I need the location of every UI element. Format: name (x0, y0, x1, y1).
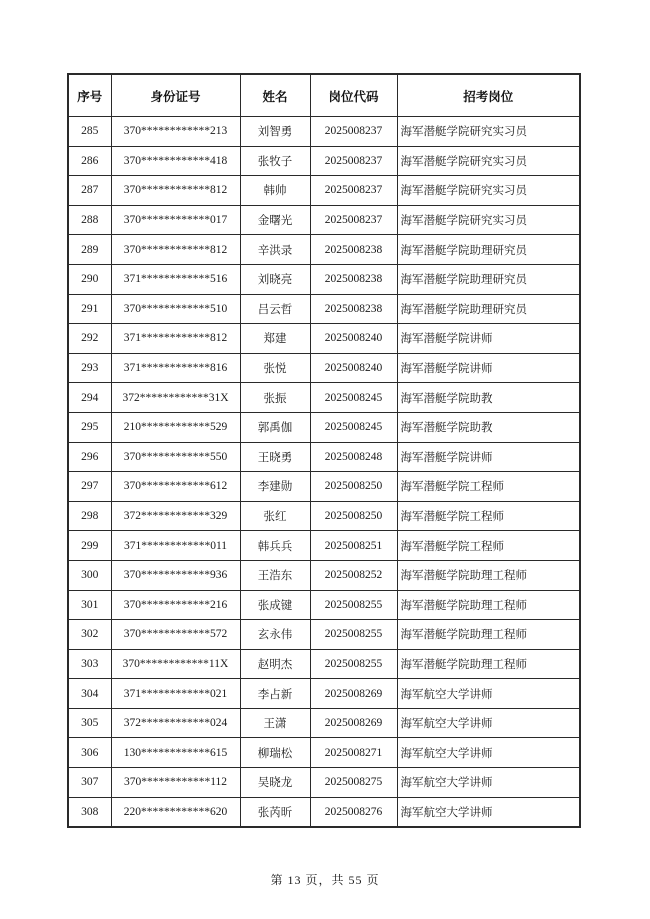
cell-name: 张芮昕 (240, 797, 310, 827)
table-row (68, 501, 580, 531)
cell-id-number: 370************213 (111, 117, 240, 147)
cell-name: 刘智勇 (240, 117, 310, 147)
cell-id-number: 370************418 (111, 146, 240, 176)
header-position-title: 招考岗位 (397, 74, 580, 117)
cell-name: 辛洪录 (240, 235, 310, 265)
cell-id-number: 370************216 (111, 590, 240, 620)
cell-position-code: 2025008275 (310, 768, 397, 798)
cell-id-number: 210************529 (111, 412, 240, 442)
cell-id-number: 371************011 (111, 531, 240, 561)
cell-name: 张牧子 (240, 146, 310, 176)
cell-position-title: 海军潜艇学院助理研究员 (397, 264, 580, 294)
cell-index: 285 (68, 117, 111, 147)
cell-index: 300 (68, 560, 111, 590)
table-row (68, 412, 580, 442)
table-row (68, 768, 580, 798)
cell-index: 298 (68, 501, 111, 531)
header-id-number: 身份证号 (111, 74, 240, 117)
table-row (68, 531, 580, 561)
cell-position-title: 海军航空大学讲师 (397, 738, 580, 768)
cell-name: 张悦 (240, 353, 310, 383)
cell-name: 王潇 (240, 708, 310, 738)
table-body (68, 117, 580, 828)
cell-position-code: 2025008238 (310, 294, 397, 324)
cell-position-title: 海军潜艇学院助教 (397, 412, 580, 442)
cell-position-code: 2025008252 (310, 560, 397, 590)
cell-position-code: 2025008238 (310, 264, 397, 294)
cell-name: 王晓勇 (240, 442, 310, 472)
cell-position-code: 2025008240 (310, 324, 397, 354)
cell-position-title: 海军航空大学讲师 (397, 679, 580, 709)
table-row (68, 324, 580, 354)
table-row (68, 294, 580, 324)
cell-position-title: 海军潜艇学院讲师 (397, 353, 580, 383)
table-row (68, 472, 580, 502)
table-row (68, 383, 580, 413)
cell-name: 张成键 (240, 590, 310, 620)
cell-id-number: 371************021 (111, 679, 240, 709)
cell-position-title: 海军潜艇学院研究实习员 (397, 117, 580, 147)
cell-index: 297 (68, 472, 111, 502)
cell-position-title: 海军潜艇学院工程师 (397, 531, 580, 561)
cell-position-title: 海军潜艇学院助理研究员 (397, 235, 580, 265)
cell-id-number: 372************024 (111, 708, 240, 738)
table-row (68, 442, 580, 472)
table-row (68, 590, 580, 620)
cell-position-code: 2025008245 (310, 412, 397, 442)
table-row (68, 235, 580, 265)
table-row (68, 264, 580, 294)
cell-name: 玄永伟 (240, 620, 310, 650)
table-row (68, 620, 580, 650)
cell-position-code: 2025008255 (310, 590, 397, 620)
cell-name: 赵明杰 (240, 649, 310, 679)
header-row (68, 74, 580, 117)
cell-position-title: 海军潜艇学院助理研究员 (397, 294, 580, 324)
cell-position-code: 2025008248 (310, 442, 397, 472)
cell-index: 291 (68, 294, 111, 324)
cell-position-title: 海军潜艇学院助理工程师 (397, 620, 580, 650)
cell-name: 韩帅 (240, 176, 310, 206)
table-row (68, 176, 580, 206)
cell-position-title: 海军潜艇学院工程师 (397, 501, 580, 531)
cell-position-code: 2025008269 (310, 679, 397, 709)
table-row (68, 649, 580, 679)
cell-index: 290 (68, 264, 111, 294)
cell-index: 301 (68, 590, 111, 620)
table-row (68, 797, 580, 827)
cell-position-code: 2025008237 (310, 205, 397, 235)
table-row (68, 738, 580, 768)
cell-position-code: 2025008271 (310, 738, 397, 768)
cell-index: 306 (68, 738, 111, 768)
cell-index: 286 (68, 146, 111, 176)
table-row (68, 679, 580, 709)
cell-position-title: 海军潜艇学院讲师 (397, 442, 580, 472)
recruitment-roster-table (67, 73, 581, 828)
cell-index: 303 (68, 649, 111, 679)
cell-id-number: 370************112 (111, 768, 240, 798)
table-row (68, 708, 580, 738)
cell-name: 李占新 (240, 679, 310, 709)
table-header (68, 74, 580, 117)
cell-position-title: 海军潜艇学院助教 (397, 383, 580, 413)
cell-index: 295 (68, 412, 111, 442)
cell-id-number: 370************510 (111, 294, 240, 324)
cell-index: 302 (68, 620, 111, 650)
cell-position-code: 2025008245 (310, 383, 397, 413)
cell-index: 305 (68, 708, 111, 738)
cell-position-code: 2025008240 (310, 353, 397, 383)
cell-position-title: 海军潜艇学院助理工程师 (397, 649, 580, 679)
cell-id-number: 370************11X (111, 649, 240, 679)
cell-index: 287 (68, 176, 111, 206)
cell-id-number: 370************936 (111, 560, 240, 590)
cell-position-title: 海军潜艇学院讲师 (397, 324, 580, 354)
page-number-footer: 第 13 页，共 55 页 (270, 873, 380, 887)
cell-position-title: 海军潜艇学院助理工程师 (397, 560, 580, 590)
cell-id-number: 371************516 (111, 264, 240, 294)
cell-position-code: 2025008238 (310, 235, 397, 265)
cell-index: 293 (68, 353, 111, 383)
cell-id-number: 130************615 (111, 738, 240, 768)
cell-name: 王浩东 (240, 560, 310, 590)
table-row (68, 117, 580, 147)
cell-position-code: 2025008251 (310, 531, 397, 561)
cell-index: 307 (68, 768, 111, 798)
cell-name: 郭禹伽 (240, 412, 310, 442)
cell-id-number: 370************572 (111, 620, 240, 650)
cell-id-number: 371************812 (111, 324, 240, 354)
cell-name: 刘晓亮 (240, 264, 310, 294)
cell-position-title: 海军潜艇学院研究实习员 (397, 205, 580, 235)
cell-index: 296 (68, 442, 111, 472)
cell-index: 304 (68, 679, 111, 709)
cell-name: 吴晓龙 (240, 768, 310, 798)
cell-name: 张红 (240, 501, 310, 531)
header-position-code: 岗位代码 (310, 74, 397, 117)
cell-position-title: 海军潜艇学院助理工程师 (397, 590, 580, 620)
cell-index: 289 (68, 235, 111, 265)
cell-index: 288 (68, 205, 111, 235)
cell-name: 吕云哲 (240, 294, 310, 324)
cell-id-number: 370************812 (111, 176, 240, 206)
cell-position-code: 2025008237 (310, 176, 397, 206)
cell-position-code: 2025008255 (310, 620, 397, 650)
cell-position-title: 海军潜艇学院研究实习员 (397, 146, 580, 176)
table-row (68, 205, 580, 235)
cell-id-number: 370************612 (111, 472, 240, 502)
cell-position-title: 海军航空大学讲师 (397, 708, 580, 738)
cell-index: 308 (68, 797, 111, 827)
table-row (68, 353, 580, 383)
cell-position-code: 2025008237 (310, 117, 397, 147)
cell-position-title: 海军潜艇学院工程师 (397, 472, 580, 502)
cell-id-number: 370************812 (111, 235, 240, 265)
cell-id-number: 372************31X (111, 383, 240, 413)
cell-id-number: 371************816 (111, 353, 240, 383)
cell-id-number: 370************017 (111, 205, 240, 235)
cell-id-number: 372************329 (111, 501, 240, 531)
header-index: 序号 (68, 74, 111, 117)
cell-position-title: 海军潜艇学院研究实习员 (397, 176, 580, 206)
cell-name: 张振 (240, 383, 310, 413)
cell-position-code: 2025008250 (310, 472, 397, 502)
cell-position-code: 2025008255 (310, 649, 397, 679)
cell-name: 郑建 (240, 324, 310, 354)
cell-position-code: 2025008276 (310, 797, 397, 827)
cell-position-code: 2025008250 (310, 501, 397, 531)
cell-id-number: 370************550 (111, 442, 240, 472)
cell-position-code: 2025008237 (310, 146, 397, 176)
cell-name: 柳瑞松 (240, 738, 310, 768)
cell-index: 292 (68, 324, 111, 354)
cell-position-title: 海军航空大学讲师 (397, 768, 580, 798)
cell-id-number: 220************620 (111, 797, 240, 827)
table-row (68, 146, 580, 176)
cell-index: 299 (68, 531, 111, 561)
table-row (68, 560, 580, 590)
cell-name: 李建勋 (240, 472, 310, 502)
cell-index: 294 (68, 383, 111, 413)
cell-position-code: 2025008269 (310, 708, 397, 738)
cell-name: 金曙光 (240, 205, 310, 235)
cell-position-title: 海军航空大学讲师 (397, 797, 580, 827)
cell-name: 韩兵兵 (240, 531, 310, 561)
header-name: 姓名 (240, 74, 310, 117)
